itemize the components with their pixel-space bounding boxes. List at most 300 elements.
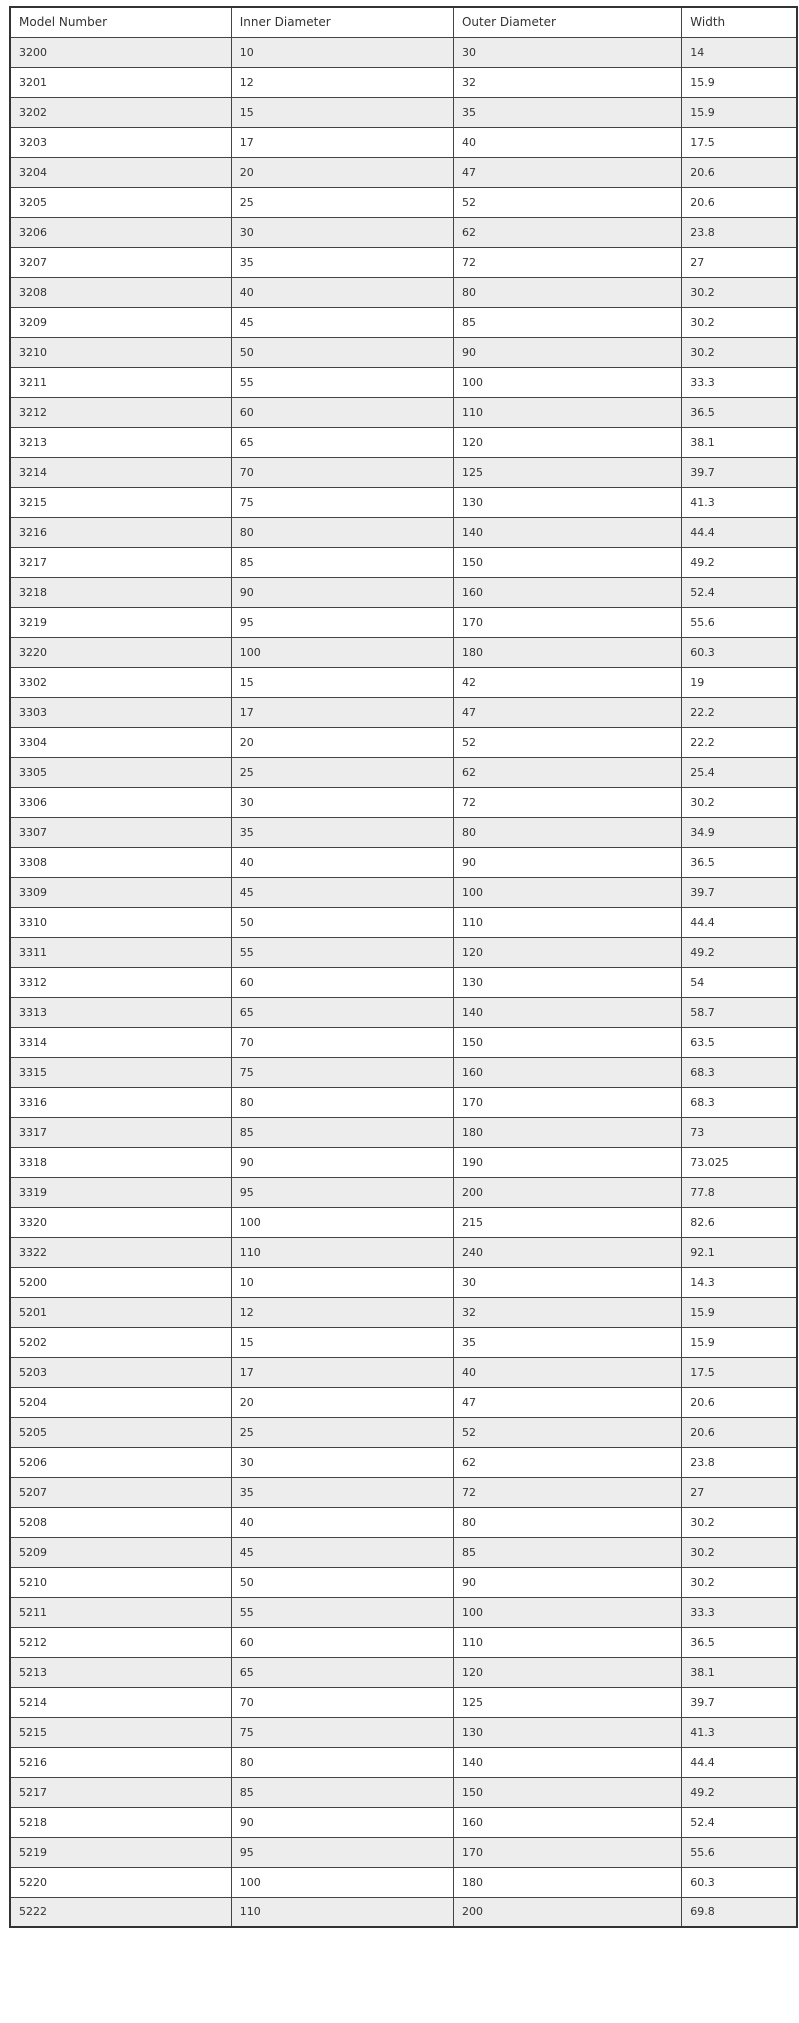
- cell-outer-diameter: 72: [453, 247, 681, 277]
- table-row: [10, 457, 797, 487]
- header-model-number: Model Number: [10, 7, 231, 37]
- header-inner-diameter: Inner Diameter: [231, 7, 453, 37]
- cell-width: 17.5: [682, 1357, 797, 1387]
- cell-width: 23.8: [682, 1447, 797, 1477]
- table-row: [10, 547, 797, 577]
- table-row: [10, 187, 797, 217]
- table-row: [10, 967, 797, 997]
- table-row: [10, 1117, 797, 1147]
- cell-inner-diameter: 95: [231, 1177, 453, 1207]
- cell-outer-diameter: 170: [453, 1087, 681, 1117]
- table-row: [10, 1147, 797, 1177]
- cell-inner-diameter: 45: [231, 877, 453, 907]
- cell-width: 82.6: [682, 1207, 797, 1237]
- cell-outer-diameter: 35: [453, 97, 681, 127]
- cell-width: 77.8: [682, 1177, 797, 1207]
- cell-width: 30.2: [682, 337, 797, 367]
- cell-inner-diameter: 100: [231, 637, 453, 667]
- cell-model-number: 3304: [10, 727, 231, 757]
- cell-model-number: 5208: [10, 1507, 231, 1537]
- cell-width: 41.3: [682, 1717, 797, 1747]
- cell-outer-diameter: 90: [453, 1567, 681, 1597]
- cell-width: 19: [682, 667, 797, 697]
- cell-width: 30.2: [682, 277, 797, 307]
- cell-width: 49.2: [682, 937, 797, 967]
- cell-inner-diameter: 45: [231, 307, 453, 337]
- cell-inner-diameter: 75: [231, 487, 453, 517]
- cell-inner-diameter: 20: [231, 727, 453, 757]
- cell-outer-diameter: 130: [453, 1717, 681, 1747]
- cell-inner-diameter: 60: [231, 967, 453, 997]
- cell-inner-diameter: 40: [231, 1507, 453, 1537]
- cell-outer-diameter: 200: [453, 1177, 681, 1207]
- table-row: [10, 487, 797, 517]
- cell-outer-diameter: 180: [453, 637, 681, 667]
- table-row: [10, 1087, 797, 1117]
- cell-width: 15.9: [682, 1327, 797, 1357]
- table-row: [10, 1237, 797, 1267]
- table-row: [10, 517, 797, 547]
- cell-outer-diameter: 32: [453, 1297, 681, 1327]
- cell-inner-diameter: 85: [231, 547, 453, 577]
- cell-width: 60.3: [682, 637, 797, 667]
- cell-model-number: 3315: [10, 1057, 231, 1087]
- cell-outer-diameter: 180: [453, 1117, 681, 1147]
- cell-outer-diameter: 35: [453, 1327, 681, 1357]
- cell-inner-diameter: 50: [231, 907, 453, 937]
- cell-width: 15.9: [682, 67, 797, 97]
- cell-model-number: 3311: [10, 937, 231, 967]
- cell-model-number: 5205: [10, 1417, 231, 1447]
- cell-inner-diameter: 20: [231, 157, 453, 187]
- cell-model-number: 3206: [10, 217, 231, 247]
- cell-inner-diameter: 12: [231, 67, 453, 97]
- cell-width: 44.4: [682, 1747, 797, 1777]
- cell-model-number: 3319: [10, 1177, 231, 1207]
- cell-model-number: 3209: [10, 307, 231, 337]
- cell-inner-diameter: 95: [231, 607, 453, 637]
- cell-width: 20.6: [682, 187, 797, 217]
- cell-width: 73: [682, 1117, 797, 1147]
- table-row: [10, 667, 797, 697]
- cell-model-number: 3210: [10, 337, 231, 367]
- cell-width: 49.2: [682, 1777, 797, 1807]
- cell-outer-diameter: 32: [453, 67, 681, 97]
- cell-model-number: 5220: [10, 1867, 231, 1897]
- cell-model-number: 3309: [10, 877, 231, 907]
- cell-outer-diameter: 125: [453, 1687, 681, 1717]
- cell-width: 30.2: [682, 1507, 797, 1537]
- cell-model-number: 3305: [10, 757, 231, 787]
- cell-width: 39.7: [682, 877, 797, 907]
- cell-outer-diameter: 42: [453, 667, 681, 697]
- cell-outer-diameter: 110: [453, 1627, 681, 1657]
- cell-outer-diameter: 72: [453, 1477, 681, 1507]
- cell-outer-diameter: 47: [453, 1387, 681, 1417]
- cell-inner-diameter: 35: [231, 1477, 453, 1507]
- table-row: [10, 127, 797, 157]
- cell-outer-diameter: 80: [453, 277, 681, 307]
- cell-outer-diameter: 80: [453, 1507, 681, 1537]
- table-row: [10, 1477, 797, 1507]
- cell-inner-diameter: 12: [231, 1297, 453, 1327]
- header-width: Width: [682, 7, 797, 37]
- cell-outer-diameter: 62: [453, 757, 681, 787]
- table-row: [10, 1867, 797, 1897]
- cell-outer-diameter: 110: [453, 397, 681, 427]
- cell-width: 20.6: [682, 1387, 797, 1417]
- cell-width: 20.6: [682, 157, 797, 187]
- cell-inner-diameter: 80: [231, 517, 453, 547]
- cell-model-number: 5203: [10, 1357, 231, 1387]
- cell-outer-diameter: 240: [453, 1237, 681, 1267]
- cell-model-number: 3208: [10, 277, 231, 307]
- cell-inner-diameter: 110: [231, 1897, 453, 1927]
- cell-model-number: 3320: [10, 1207, 231, 1237]
- cell-width: 30.2: [682, 787, 797, 817]
- cell-outer-diameter: 100: [453, 877, 681, 907]
- cell-inner-diameter: 90: [231, 1147, 453, 1177]
- table-row: [10, 1897, 797, 1927]
- cell-model-number: 3307: [10, 817, 231, 847]
- cell-width: 27: [682, 247, 797, 277]
- table-row: [10, 997, 797, 1027]
- cell-model-number: 3316: [10, 1087, 231, 1117]
- cell-width: 69.8: [682, 1897, 797, 1927]
- cell-width: 55.6: [682, 1837, 797, 1867]
- table-body: [10, 37, 797, 1927]
- table-row: [10, 1177, 797, 1207]
- cell-width: 49.2: [682, 547, 797, 577]
- cell-width: 33.3: [682, 1597, 797, 1627]
- cell-inner-diameter: 50: [231, 337, 453, 367]
- table-row: [10, 367, 797, 397]
- cell-inner-diameter: 60: [231, 397, 453, 427]
- cell-inner-diameter: 15: [231, 667, 453, 697]
- cell-inner-diameter: 55: [231, 1597, 453, 1627]
- cell-model-number: 3322: [10, 1237, 231, 1267]
- table-row: [10, 217, 797, 247]
- cell-width: 68.3: [682, 1087, 797, 1117]
- cell-width: 30.2: [682, 307, 797, 337]
- table-row: [10, 427, 797, 457]
- table-row: [10, 1627, 797, 1657]
- table-row: [10, 817, 797, 847]
- cell-width: 30.2: [682, 1537, 797, 1567]
- table-row: [10, 1507, 797, 1537]
- cell-model-number: 3220: [10, 637, 231, 667]
- cell-outer-diameter: 160: [453, 577, 681, 607]
- cell-inner-diameter: 55: [231, 937, 453, 967]
- cell-outer-diameter: 120: [453, 1657, 681, 1687]
- cell-width: 22.2: [682, 727, 797, 757]
- cell-model-number: 3306: [10, 787, 231, 817]
- cell-inner-diameter: 85: [231, 1777, 453, 1807]
- cell-width: 52.4: [682, 577, 797, 607]
- cell-inner-diameter: 90: [231, 577, 453, 607]
- table-row: [10, 67, 797, 97]
- cell-width: 25.4: [682, 757, 797, 787]
- cell-outer-diameter: 30: [453, 37, 681, 67]
- cell-model-number: 3201: [10, 67, 231, 97]
- cell-inner-diameter: 10: [231, 1267, 453, 1297]
- cell-inner-diameter: 25: [231, 187, 453, 217]
- cell-model-number: 3214: [10, 457, 231, 487]
- cell-width: 15.9: [682, 97, 797, 127]
- cell-inner-diameter: 100: [231, 1867, 453, 1897]
- table-row: [10, 607, 797, 637]
- cell-width: 17.5: [682, 127, 797, 157]
- cell-outer-diameter: 100: [453, 367, 681, 397]
- cell-model-number: 3308: [10, 847, 231, 877]
- cell-width: 20.6: [682, 1417, 797, 1447]
- cell-outer-diameter: 80: [453, 817, 681, 847]
- table-row: [10, 247, 797, 277]
- cell-width: 63.5: [682, 1027, 797, 1057]
- table-row: [10, 37, 797, 67]
- cell-width: 30.2: [682, 1567, 797, 1597]
- cell-inner-diameter: 20: [231, 1387, 453, 1417]
- cell-inner-diameter: 55: [231, 367, 453, 397]
- cell-model-number: 5211: [10, 1597, 231, 1627]
- cell-outer-diameter: 150: [453, 1027, 681, 1057]
- table-row: [10, 1777, 797, 1807]
- cell-inner-diameter: 75: [231, 1057, 453, 1087]
- cell-outer-diameter: 47: [453, 157, 681, 187]
- cell-outer-diameter: 72: [453, 787, 681, 817]
- cell-inner-diameter: 25: [231, 757, 453, 787]
- cell-model-number: 5201: [10, 1297, 231, 1327]
- table-row: [10, 337, 797, 367]
- table-row: [10, 907, 797, 937]
- cell-model-number: 3204: [10, 157, 231, 187]
- cell-width: 27: [682, 1477, 797, 1507]
- cell-model-number: 3317: [10, 1117, 231, 1147]
- cell-inner-diameter: 110: [231, 1237, 453, 1267]
- cell-model-number: 3212: [10, 397, 231, 427]
- cell-outer-diameter: 52: [453, 187, 681, 217]
- table-row: [10, 757, 797, 787]
- table-row: [10, 1027, 797, 1057]
- cell-model-number: 5210: [10, 1567, 231, 1597]
- cell-inner-diameter: 65: [231, 427, 453, 457]
- cell-outer-diameter: 85: [453, 1537, 681, 1567]
- cell-inner-diameter: 60: [231, 1627, 453, 1657]
- cell-model-number: 5215: [10, 1717, 231, 1747]
- cell-width: 34.9: [682, 817, 797, 847]
- cell-inner-diameter: 70: [231, 457, 453, 487]
- table-row: [10, 1417, 797, 1447]
- cell-outer-diameter: 52: [453, 1417, 681, 1447]
- cell-model-number: 3215: [10, 487, 231, 517]
- table-row: [10, 1537, 797, 1567]
- cell-width: 39.7: [682, 457, 797, 487]
- cell-model-number: 5213: [10, 1657, 231, 1687]
- table-row: [10, 277, 797, 307]
- cell-outer-diameter: 215: [453, 1207, 681, 1237]
- cell-model-number: 3219: [10, 607, 231, 637]
- header-row: [10, 7, 797, 37]
- cell-inner-diameter: 65: [231, 997, 453, 1027]
- cell-outer-diameter: 140: [453, 1747, 681, 1777]
- table-row: [10, 1807, 797, 1837]
- cell-model-number: 5219: [10, 1837, 231, 1867]
- table-row: [10, 1837, 797, 1867]
- table-row: [10, 1327, 797, 1357]
- cell-outer-diameter: 62: [453, 217, 681, 247]
- cell-model-number: 3314: [10, 1027, 231, 1057]
- cell-model-number: 3205: [10, 187, 231, 217]
- table-row: [10, 1687, 797, 1717]
- table-row: [10, 397, 797, 427]
- cell-model-number: 3312: [10, 967, 231, 997]
- cell-width: 54: [682, 967, 797, 997]
- table-row: [10, 847, 797, 877]
- cell-model-number: 5218: [10, 1807, 231, 1837]
- cell-model-number: 5216: [10, 1747, 231, 1777]
- cell-model-number: 5209: [10, 1537, 231, 1567]
- cell-inner-diameter: 30: [231, 1447, 453, 1477]
- table-row: [10, 727, 797, 757]
- cell-model-number: 5200: [10, 1267, 231, 1297]
- cell-model-number: 3207: [10, 247, 231, 277]
- cell-width: 15.9: [682, 1297, 797, 1327]
- cell-width: 39.7: [682, 1687, 797, 1717]
- cell-outer-diameter: 90: [453, 337, 681, 367]
- table-row: [10, 1657, 797, 1687]
- cell-width: 52.4: [682, 1807, 797, 1837]
- table-row: [10, 1567, 797, 1597]
- cell-model-number: 5207: [10, 1477, 231, 1507]
- cell-model-number: 3218: [10, 577, 231, 607]
- cell-outer-diameter: 120: [453, 427, 681, 457]
- cell-width: 60.3: [682, 1867, 797, 1897]
- cell-inner-diameter: 30: [231, 217, 453, 247]
- cell-inner-diameter: 80: [231, 1747, 453, 1777]
- table-row: [10, 1297, 797, 1327]
- table-row: [10, 877, 797, 907]
- cell-inner-diameter: 40: [231, 847, 453, 877]
- cell-model-number: 5212: [10, 1627, 231, 1657]
- cell-outer-diameter: 170: [453, 607, 681, 637]
- cell-outer-diameter: 140: [453, 517, 681, 547]
- table-row: [10, 637, 797, 667]
- cell-width: 36.5: [682, 397, 797, 427]
- cell-outer-diameter: 130: [453, 487, 681, 517]
- cell-model-number: 3211: [10, 367, 231, 397]
- cell-inner-diameter: 30: [231, 787, 453, 817]
- cell-inner-diameter: 85: [231, 1117, 453, 1147]
- cell-outer-diameter: 160: [453, 1807, 681, 1837]
- cell-inner-diameter: 50: [231, 1567, 453, 1597]
- cell-inner-diameter: 100: [231, 1207, 453, 1237]
- cell-inner-diameter: 15: [231, 97, 453, 127]
- table-row: [10, 577, 797, 607]
- table-row: [10, 787, 797, 817]
- cell-inner-diameter: 95: [231, 1837, 453, 1867]
- cell-width: 92.1: [682, 1237, 797, 1267]
- cell-outer-diameter: 120: [453, 937, 681, 967]
- table-row: [10, 1717, 797, 1747]
- cell-width: 33.3: [682, 367, 797, 397]
- table-row: [10, 97, 797, 127]
- table-row: [10, 1447, 797, 1477]
- table-row: [10, 937, 797, 967]
- cell-width: 55.6: [682, 607, 797, 637]
- cell-outer-diameter: 160: [453, 1057, 681, 1087]
- cell-outer-diameter: 130: [453, 967, 681, 997]
- cell-width: 14: [682, 37, 797, 67]
- cell-outer-diameter: 52: [453, 727, 681, 757]
- cell-outer-diameter: 150: [453, 547, 681, 577]
- cell-outer-diameter: 30: [453, 1267, 681, 1297]
- cell-inner-diameter: 35: [231, 247, 453, 277]
- cell-outer-diameter: 62: [453, 1447, 681, 1477]
- cell-outer-diameter: 90: [453, 847, 681, 877]
- cell-outer-diameter: 85: [453, 307, 681, 337]
- cell-outer-diameter: 47: [453, 697, 681, 727]
- cell-inner-diameter: 75: [231, 1717, 453, 1747]
- cell-width: 14.3: [682, 1267, 797, 1297]
- table-row: [10, 1207, 797, 1237]
- cell-model-number: 3310: [10, 907, 231, 937]
- cell-inner-diameter: 17: [231, 127, 453, 157]
- table-row: [10, 1747, 797, 1777]
- cell-outer-diameter: 150: [453, 1777, 681, 1807]
- table-row: [10, 1267, 797, 1297]
- cell-inner-diameter: 80: [231, 1087, 453, 1117]
- cell-width: 68.3: [682, 1057, 797, 1087]
- cell-width: 44.4: [682, 517, 797, 547]
- bearing-specs-table: [9, 6, 798, 1928]
- cell-model-number: 3203: [10, 127, 231, 157]
- cell-model-number: 3318: [10, 1147, 231, 1177]
- cell-width: 73.025: [682, 1147, 797, 1177]
- cell-outer-diameter: 110: [453, 907, 681, 937]
- cell-model-number: 3213: [10, 427, 231, 457]
- table-row: [10, 1057, 797, 1087]
- table-row: [10, 1597, 797, 1627]
- cell-width: 38.1: [682, 1657, 797, 1687]
- cell-inner-diameter: 45: [231, 1537, 453, 1567]
- cell-model-number: 3302: [10, 667, 231, 697]
- cell-inner-diameter: 70: [231, 1687, 453, 1717]
- cell-inner-diameter: 25: [231, 1417, 453, 1447]
- cell-model-number: 5222: [10, 1897, 231, 1927]
- cell-width: 22.2: [682, 697, 797, 727]
- cell-model-number: 3313: [10, 997, 231, 1027]
- cell-model-number: 5217: [10, 1777, 231, 1807]
- cell-model-number: 5214: [10, 1687, 231, 1717]
- table-row: [10, 1387, 797, 1417]
- cell-model-number: 3216: [10, 517, 231, 547]
- cell-inner-diameter: 70: [231, 1027, 453, 1057]
- cell-width: 36.5: [682, 1627, 797, 1657]
- cell-outer-diameter: 100: [453, 1597, 681, 1627]
- cell-model-number: 3217: [10, 547, 231, 577]
- cell-width: 38.1: [682, 427, 797, 457]
- header-outer-diameter: Outer Diameter: [453, 7, 681, 37]
- cell-inner-diameter: 15: [231, 1327, 453, 1357]
- cell-outer-diameter: 190: [453, 1147, 681, 1177]
- cell-width: 44.4: [682, 907, 797, 937]
- cell-width: 58.7: [682, 997, 797, 1027]
- cell-inner-diameter: 17: [231, 1357, 453, 1387]
- cell-inner-diameter: 90: [231, 1807, 453, 1837]
- cell-model-number: 5206: [10, 1447, 231, 1477]
- cell-model-number: 5202: [10, 1327, 231, 1357]
- cell-inner-diameter: 35: [231, 817, 453, 847]
